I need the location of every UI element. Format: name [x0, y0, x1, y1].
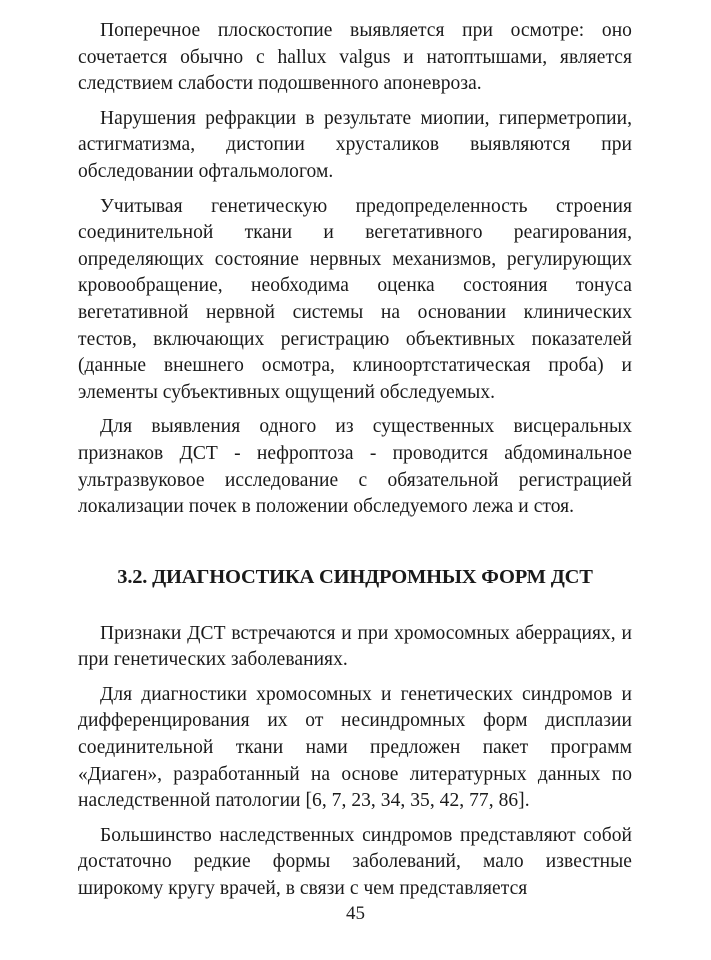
section-heading: 3.2. ДИАГНОСТИКА СИНДРОМНЫХ ФОРМ ДСТ — [117, 565, 593, 588]
paragraph-signs: Признаки ДСТ встречаются и при хромосомных аберрациях, и при генетических заболеваниях. — [78, 622, 632, 671]
paragraph-flatfoot: Поперечное плоскостопие выявляется при осмотре: оно сочетается обычно с hallux valgus и натоптышами, является следствием слабости подошвенного апоневроза. — [78, 20, 632, 95]
paragraph-refraction: Нарушения рефракции в результате миопии, гиперметропии, астигматизма, дистопии хрусталиков выявляются при обследовании офтальмологом. — [78, 107, 632, 182]
paragraph-diagen: Для диагностики хромосомных и генетических синдромов и дифференцирования их от несиндромных форм дисплазии соединительной ткани нами предложен пакет программ «Диаген», разработанный на основе литературных данных по наследственной патологии [6, 7, 23, 34, 35, 42, 77, 86]. — [78, 683, 632, 812]
page-body — [78, 18, 632, 903]
page-number: 45 — [346, 903, 365, 924]
paragraph-vegetative: Учитывая генетическую предопределенность строения соединительной ткани и вегетативного реагирования, определяющих состояние нервных механизмов, регулирующих кровообращение, необходима оценка состояния тонуса вегетативной нервной системы на основании клинических тестов, включающих регистрацию объективных показателей (данные внешнего осмотра, клиноортстатическая проба) и элементы субъективных ощущений обследуемых. — [78, 195, 632, 403]
paragraph-nephroptosis: Для выявления одного из существенных висцеральных признаков ДСТ - нефроптоза - проводится абдоминальное ультразвуковое исследование с обязательной регистрацией локализации почек в положении обследуемого лежа и стоя. — [78, 416, 632, 518]
paragraph-syndromes: Большинство наследственных синдромов представляют собой достаточно редкие формы заболеваний, мало известные широкому кругу врачей, в связи с чем представляется — [78, 824, 632, 900]
